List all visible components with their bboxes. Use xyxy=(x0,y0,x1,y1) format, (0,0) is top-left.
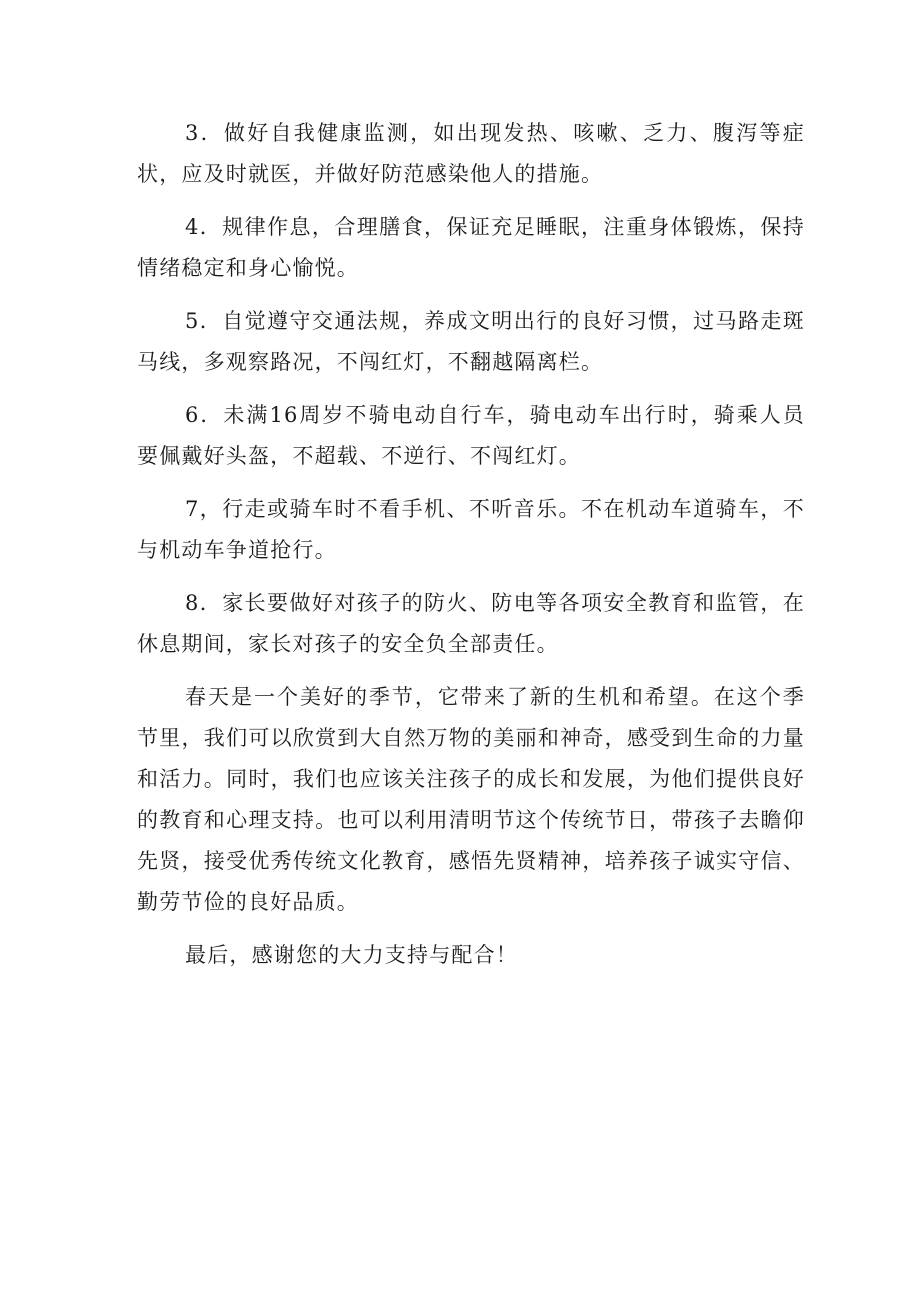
paragraph-spring: 春天是一个美好的季节，它带来了新的生机和希望。在这个季节里，我们可以欣赏到大自然万物的美丽和神奇，感受到生命的力量和活力。同时，我们也应该关注孩子的成长和发展，为他们提供良好的教育和心理支持。也可以利用清明节这个传统节日，带孩子去瞻仰先贤，接受优秀传统文化教育，感悟先贤精神，培养孩子诚实守信、勤劳节俭的良好品质。 xyxy=(137,685,805,914)
paragraph-item-5: 5．自觉遵守交通法规，养成文明出行的良好习惯，过马路走斑马线，多观察路况，不闯红灯，不翻越隔离栏。 xyxy=(137,309,805,374)
document-body xyxy=(137,113,805,988)
paragraph-item-4: 4．规律作息，合理膳食，保证充足睡眠，注重身体锻炼，保持情绪稳定和身心愉悦。 xyxy=(137,215,805,280)
paragraph-item-3: 3．做好自我健康监测，如出现发热、咳嗽、乏力、腹泻等症状，应及时就医，并做好防范感染他人的措施。 xyxy=(137,121,805,186)
paragraph-item-7: 7，行走或骑车时不看手机、不听音乐。不在机动车道骑车，不与机动车争道抢行。 xyxy=(137,497,805,562)
paragraph-item-6: 6．未满16周岁不骑电动自行车，骑电动车出行时，骑乘人员要佩戴好头盔，不超载、不逆行、不闯红灯。 xyxy=(137,403,805,468)
paragraph-closing: 最后，感谢您的大力支持与配合！ xyxy=(185,943,518,967)
paragraph-item-8: 8．家长要做好对孩子的防火、防电等各项安全教育和监管，在休息期间，家长对孩子的安全负全部责任。 xyxy=(137,591,805,656)
